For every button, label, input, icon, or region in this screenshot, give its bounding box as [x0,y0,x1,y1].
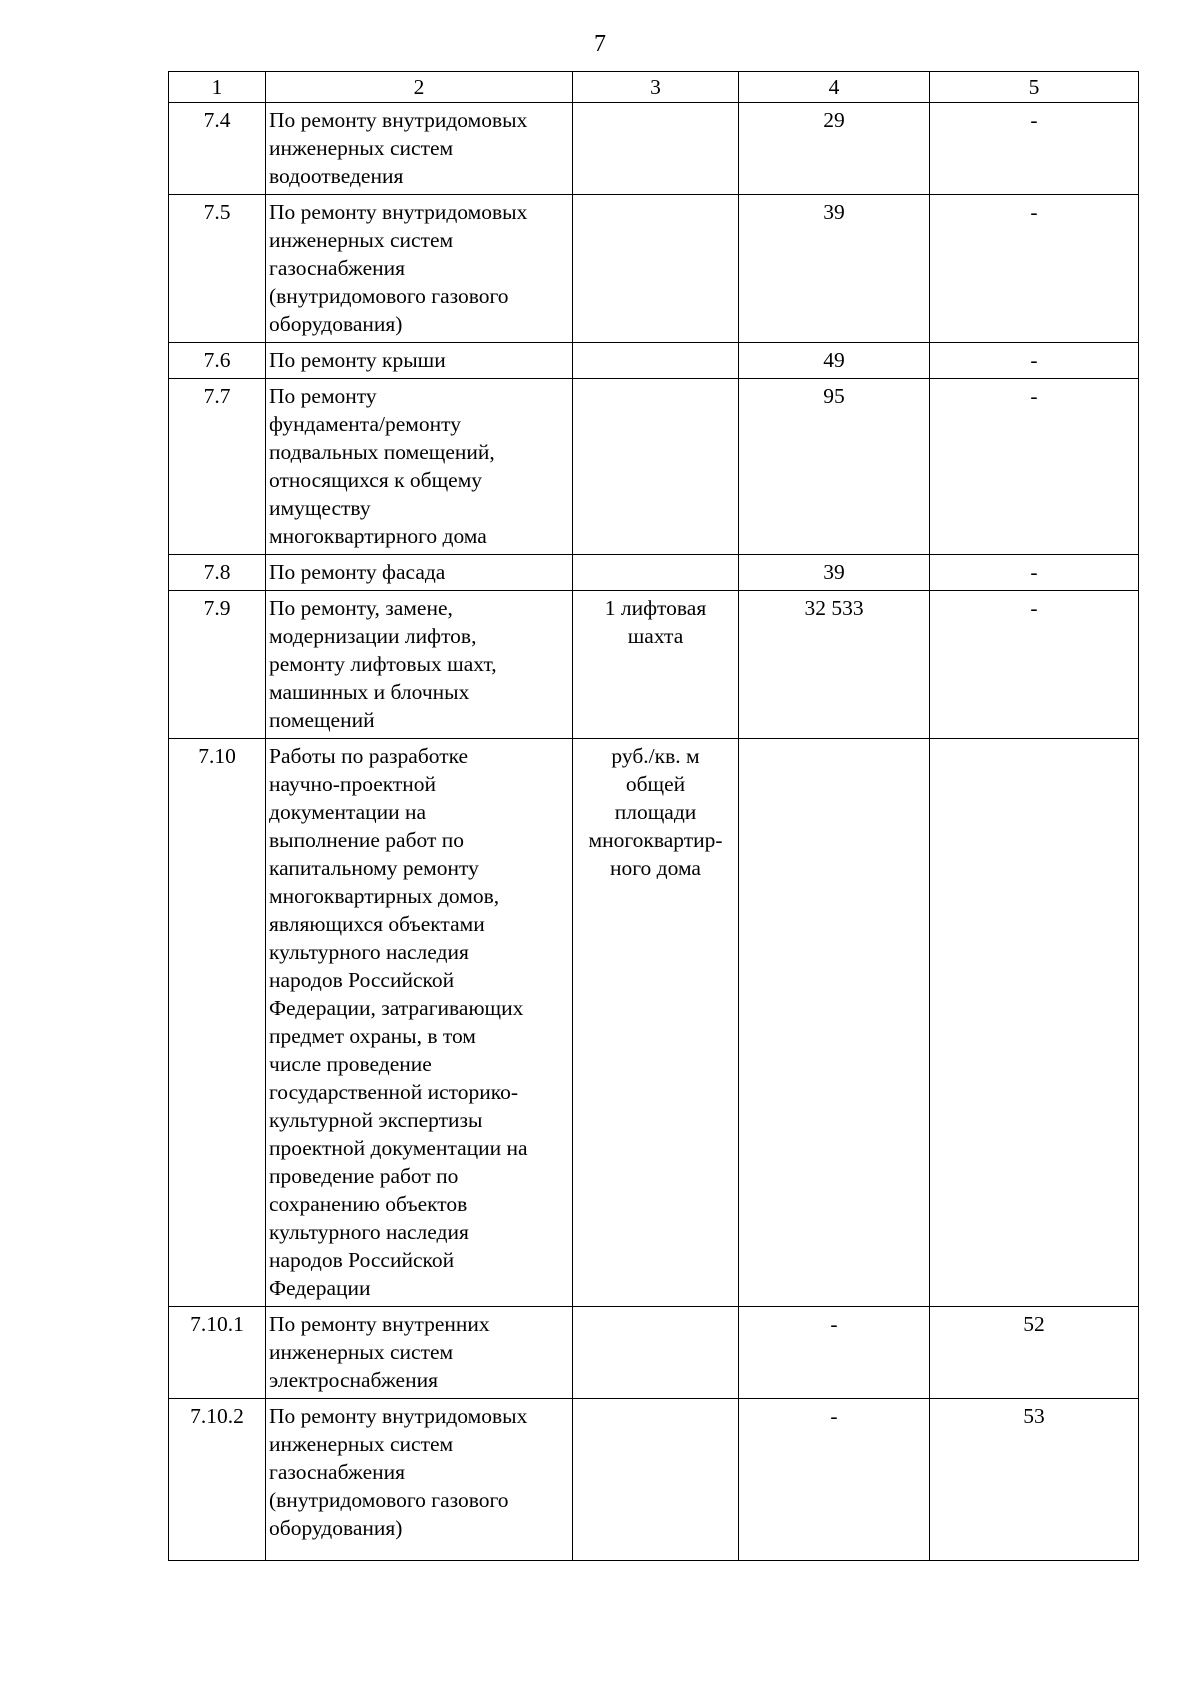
header-cell-3: 3 [573,72,739,103]
table-row [169,379,1139,555]
item-number: 7.6 [169,343,266,379]
item-description: По ремонту фундамента/ремонту подвальных помещений, относящихся к общему имуществу многоквартирного дома [266,379,573,555]
item-unit [573,1399,739,1561]
rates-table [168,71,1139,1561]
item-value-col5: - [930,103,1139,195]
item-description: По ремонту фасада [266,555,573,591]
item-number: 7.10 [169,739,266,1307]
item-value-col5: 53 [930,1399,1139,1561]
item-description: По ремонту крыши [266,343,573,379]
item-description: По ремонту, замене, модернизации лифтов, ремонту лифтовых шахт, машинных и блочных помещений [266,591,573,739]
table-row [169,591,1139,739]
header-cell-2: 2 [266,72,573,103]
item-description: По ремонту внутридомовых инженерных систем водоотведения [266,103,573,195]
item-description: По ремонту внутридомовых инженерных систем газоснабжения (внутридомового газового оборудования) [266,1399,573,1561]
header-cell-5: 5 [930,72,1139,103]
item-value-col4: 32 533 [739,591,930,739]
item-value-col4: 95 [739,379,930,555]
item-unit [573,343,739,379]
item-value-col5: - [930,195,1139,343]
item-value-col4: - [739,1399,930,1561]
item-unit [573,103,739,195]
item-value-col5: - [930,343,1139,379]
table-header-row [169,72,1139,103]
item-value-col5 [930,739,1139,1307]
item-number: 7.8 [169,555,266,591]
table-row [169,1307,1139,1399]
item-number: 7.10.2 [169,1399,266,1561]
item-unit: 1 лифтовая шахта [573,591,739,739]
item-value-col4: - [739,1307,930,1399]
item-value-col4: 39 [739,555,930,591]
item-value-col4: 29 [739,103,930,195]
table-row [169,555,1139,591]
item-value-col5: - [930,591,1139,739]
table-row [169,1399,1139,1561]
item-number: 7.4 [169,103,266,195]
item-value-col5: 52 [930,1307,1139,1399]
item-description: По ремонту внутренних инженерных систем электроснабжения [266,1307,573,1399]
item-number: 7.9 [169,591,266,739]
table-row [169,343,1139,379]
item-description: По ремонту внутридомовых инженерных систем газоснабжения (внутридомового газового оборудования) [266,195,573,343]
header-cell-1: 1 [169,72,266,103]
table-row [169,103,1139,195]
item-value-col4: 49 [739,343,930,379]
item-number: 7.7 [169,379,266,555]
page-number: 7 [594,31,606,57]
item-number: 7.5 [169,195,266,343]
item-value-col4 [739,739,930,1307]
table-row [169,739,1139,1307]
item-unit [573,555,739,591]
item-unit [573,195,739,343]
item-unit [573,379,739,555]
item-value-col5: - [930,555,1139,591]
item-value-col4: 39 [739,195,930,343]
item-value-col5: - [930,379,1139,555]
item-unit: руб./кв. м общей площади многоквартир- ного дома [573,739,739,1307]
header-cell-4: 4 [739,72,930,103]
item-unit [573,1307,739,1399]
table-row [169,195,1139,343]
item-description: Работы по разработке научно-проектной документации на выполнение работ по капитальному ремонту многоквартирных домов, являющихся объектами культурного наследия народов Российской Федерации, затрагивающих предмет охраны, в том числе проведение государственной историко- культурной экспертизы проектной документации на проведение работ по сохранению объектов культурного наследия народов Российской Федерации [266,739,573,1307]
item-number: 7.10.1 [169,1307,266,1399]
